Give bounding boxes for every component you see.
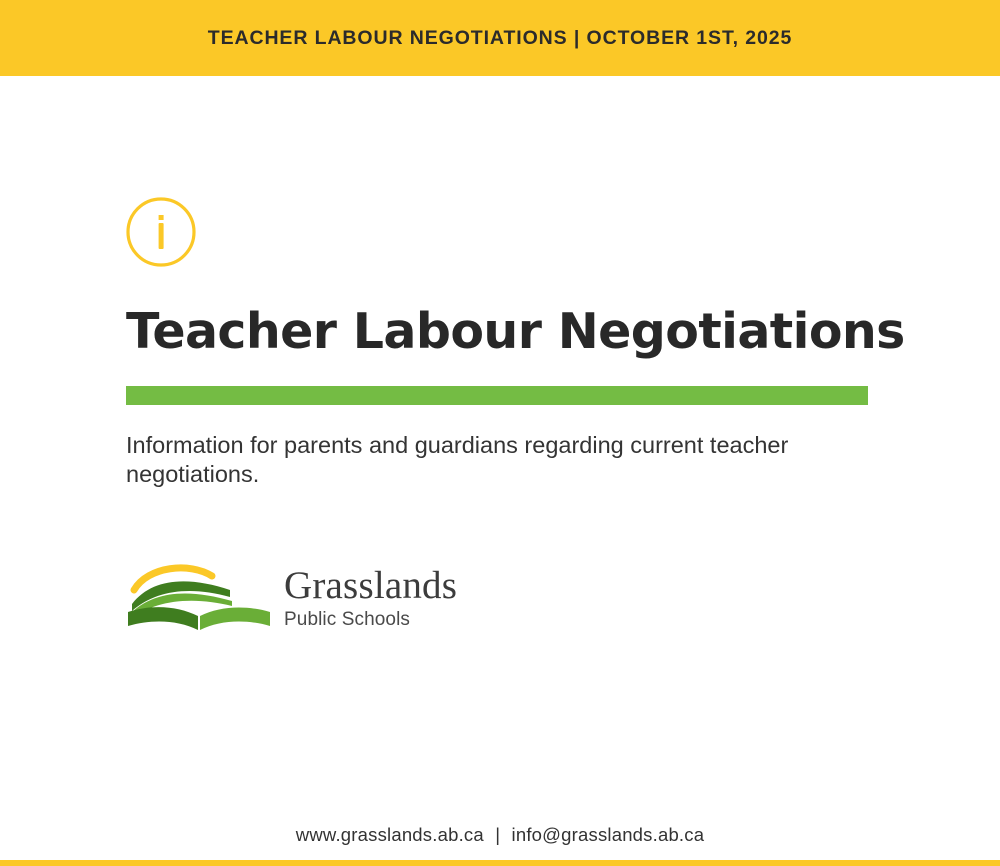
logo-title: Grasslands	[284, 564, 458, 607]
grasslands-open-book-logo-icon	[126, 560, 276, 632]
footer-website-link[interactable]: www.grasslands.ab.ca	[295, 824, 484, 845]
subtitle-text: Information for parents and guardians regarding current teacher negotiations.	[126, 432, 789, 487]
banner-title: TEACHER LABOUR NEGOTIATIONS | OCTOBER 1ST, 2025	[207, 26, 793, 49]
bottom-accent-strip	[0, 860, 1000, 866]
footer-contact	[0, 824, 1000, 846]
page-title: Teacher Labour Negotiations	[126, 303, 905, 360]
organization-logo	[126, 552, 506, 634]
info-circle-icon	[126, 197, 196, 267]
logo-subtitle: Public Schools	[284, 609, 411, 630]
logo-wordmark	[284, 566, 457, 631]
footer-email-link[interactable]: info@grasslands.ab.ca	[511, 824, 705, 845]
divider-green-bar	[126, 386, 868, 405]
footer-separator: |	[495, 824, 501, 845]
top-banner	[0, 0, 1000, 76]
